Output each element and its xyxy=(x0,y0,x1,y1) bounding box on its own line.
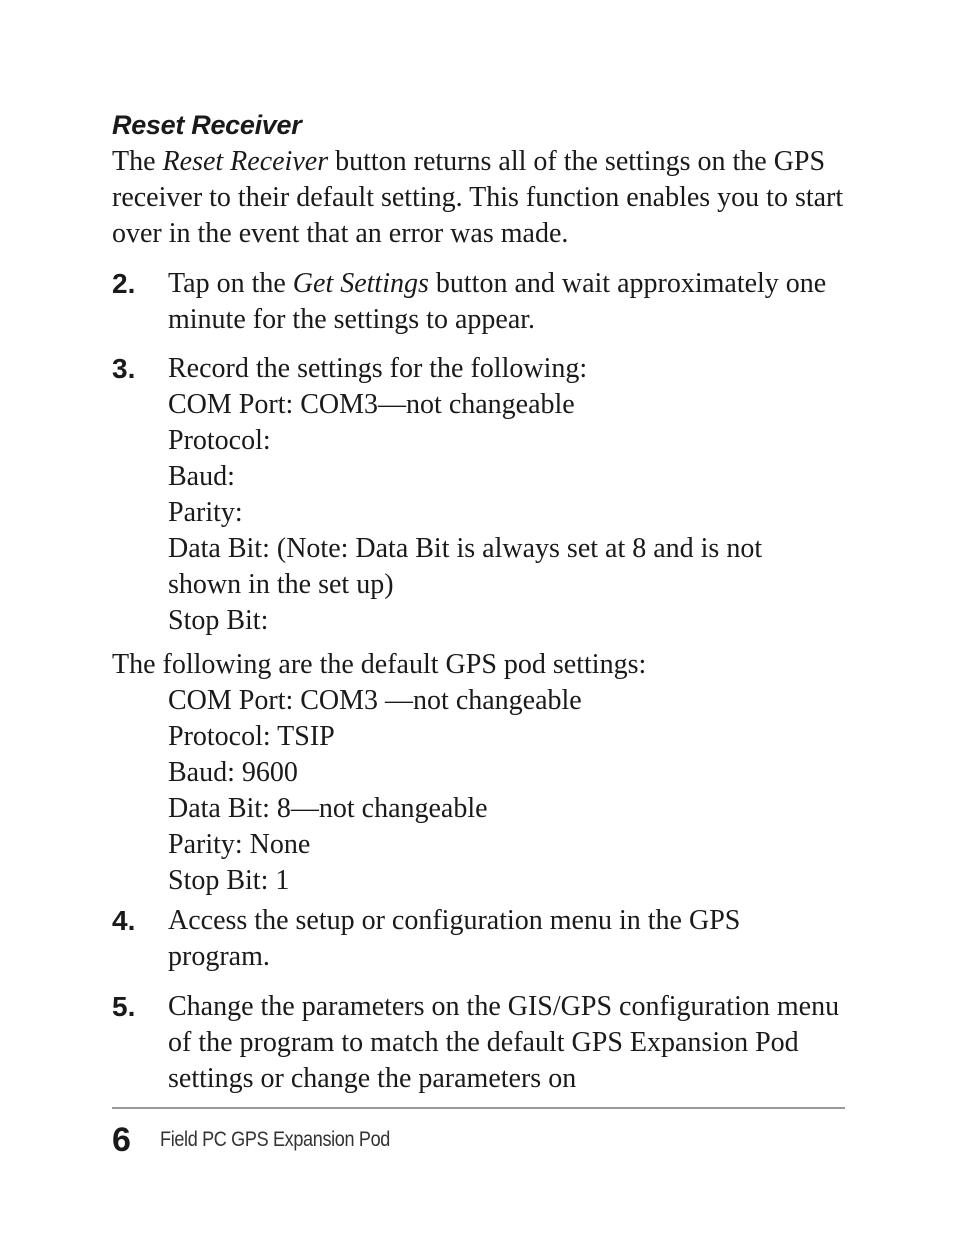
step-3-line: shown in the set up) xyxy=(168,569,394,600)
step-number: 2. xyxy=(112,268,136,299)
step-2-prefix: Tap on the xyxy=(168,268,293,299)
default-setting-line: COM Port: COM3 —not changeable xyxy=(168,685,582,716)
step-2-emphasis: Get Settings xyxy=(292,268,429,299)
intro-emphasis: Reset Receiver xyxy=(162,146,329,177)
page-footer xyxy=(112,1118,427,1162)
step-number: 5. xyxy=(112,991,136,1022)
step-text xyxy=(168,266,847,338)
default-setting-line: Baud: 9600 xyxy=(168,757,298,788)
step-text: Change the parameters on the GIS/GPS configuration menu of the program to match the default GPS Expansion Pod settings or change the parameters on xyxy=(168,991,840,1094)
step-3-line: Baud: xyxy=(168,461,235,492)
intro-prefix: The xyxy=(112,146,163,177)
page-number: 6 xyxy=(112,1121,131,1159)
step-5 xyxy=(112,989,847,1097)
intro-suffix: button returns all of the settings on the GPS receiver to their default setting. This function enables you to start over in the event that an error was made. xyxy=(112,146,844,249)
step-3-line: Record the settings for the following: xyxy=(168,353,588,384)
default-settings-block xyxy=(112,647,847,899)
step-2-suffix: button and wait approximately one minute for the settings to appear. xyxy=(168,268,827,335)
step-3-lines xyxy=(168,351,847,639)
default-setting-line: Parity: None xyxy=(168,829,311,860)
step-text: Access the setup or configuration menu in the GPS program. xyxy=(168,905,741,972)
step-2 xyxy=(112,266,847,338)
step-number: 3. xyxy=(112,353,136,384)
step-3-line: Stop Bit: xyxy=(168,605,269,636)
default-setting-line: Protocol: TSIP xyxy=(168,721,335,752)
default-settings-intro: The following are the default GPS pod settings: xyxy=(112,649,647,680)
running-footer-title: Field PC GPS Expansion Pod xyxy=(160,1128,390,1151)
section-heading: Reset Receiver xyxy=(112,110,302,140)
step-3-line: Data Bit: (Note: Data Bit is always set at 8 and is not xyxy=(168,533,763,564)
step-3-line: Protocol: xyxy=(168,425,271,456)
step-number: 4. xyxy=(112,905,136,936)
step-3-line: Parity: xyxy=(168,497,243,528)
step-3 xyxy=(112,351,847,639)
step-3-line: COM Port: COM3—not changeable xyxy=(168,389,575,420)
default-settings-list xyxy=(168,683,847,899)
section-intro-paragraph xyxy=(112,144,847,252)
default-setting-line: Data Bit: 8—not changeable xyxy=(168,793,488,824)
default-setting-line: Stop Bit: 1 xyxy=(168,865,290,896)
footer-divider xyxy=(112,1107,845,1109)
step-4 xyxy=(112,903,847,975)
